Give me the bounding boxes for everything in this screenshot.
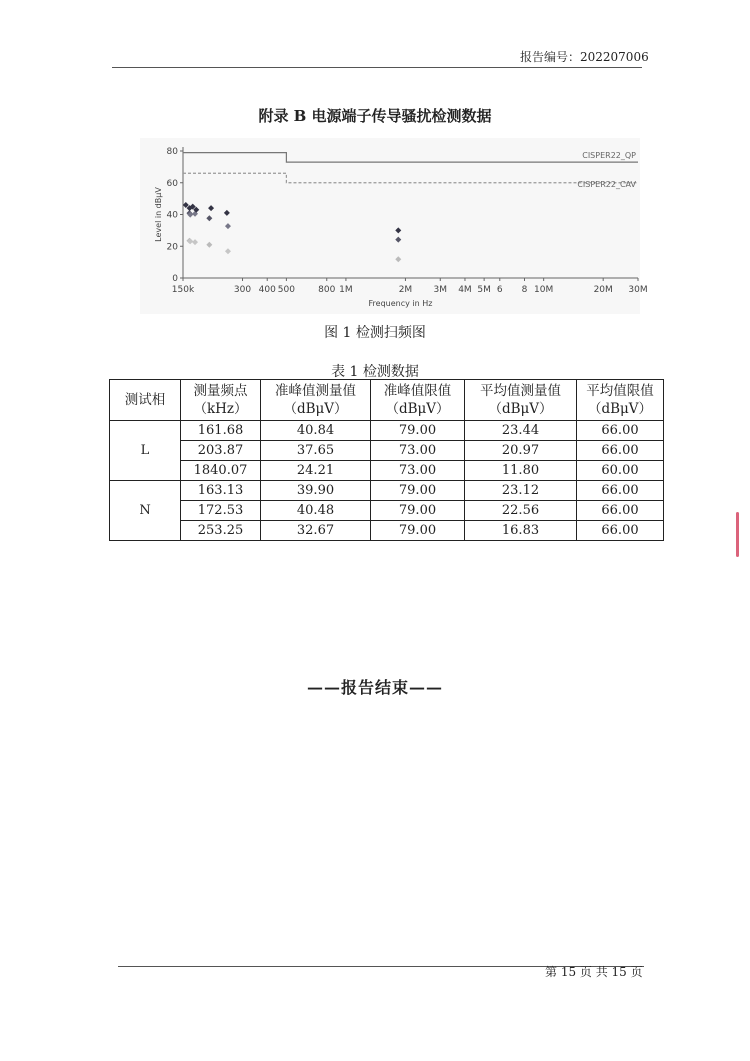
- table-cell: 161.68: [181, 421, 261, 441]
- x-tick-label: 4M: [458, 285, 472, 295]
- table-cell: 66.00: [577, 421, 664, 441]
- table-cell: 24.21: [261, 461, 371, 481]
- measurement-table: [109, 379, 664, 541]
- x-tick-label: 500: [277, 285, 295, 295]
- data-point: [192, 239, 198, 245]
- limit-line-qp: [183, 153, 638, 163]
- x-tick-label: 150k: [171, 285, 195, 295]
- limit-line-cav: [183, 173, 638, 183]
- table-cell: 37.65: [261, 441, 371, 461]
- margin-ink-mark: [736, 512, 739, 557]
- table-cell: 40.84: [261, 421, 371, 441]
- table-caption: 表 1 检测数据: [331, 364, 419, 380]
- table-cell: 79.00: [371, 421, 465, 441]
- table-cell: 40.48: [261, 501, 371, 521]
- table-cell: 172.53: [181, 501, 261, 521]
- table-cell: 39.90: [261, 481, 371, 501]
- phase-cell: L: [110, 421, 181, 481]
- scan-chart-svg: [140, 138, 648, 314]
- table-cell: 66.00: [577, 521, 664, 541]
- table-cell: 60.00: [577, 461, 664, 481]
- x-tick-label: 800: [318, 285, 336, 295]
- data-point: [395, 237, 401, 243]
- y-tick-label: 80: [166, 147, 178, 157]
- table-row: [110, 521, 664, 541]
- limit-line-label: CISPER22_QP: [582, 151, 636, 161]
- table-cell: 66.00: [577, 501, 664, 521]
- figure-caption: 图 1 检测扫频图: [324, 325, 426, 341]
- x-tick-label: 20M: [593, 285, 613, 295]
- phase-cell: N: [110, 481, 181, 541]
- table-cell: 163.13: [181, 481, 261, 501]
- table-cell: 32.67: [261, 521, 371, 541]
- table-cell: 11.80: [465, 461, 577, 481]
- limit-line-label: CISPER22_CAV: [577, 179, 636, 189]
- data-point: [206, 242, 212, 248]
- table-row: [110, 501, 664, 521]
- x-tick-label: 300: [233, 285, 252, 295]
- x-tick-label: 6: [496, 285, 503, 295]
- data-point: [208, 205, 214, 211]
- table-cell: 20.97: [465, 441, 577, 461]
- x-tick-label: 30M: [628, 285, 648, 295]
- appendix-title: 附录 B 电源端子传导骚扰检测数据: [258, 107, 492, 125]
- header-rule: [112, 67, 642, 68]
- table-cell: 253.25: [181, 521, 261, 541]
- x-axis-label: Frequency in Hz: [368, 299, 433, 308]
- report-number: 报告编号：202207006: [520, 50, 649, 64]
- table-row: [110, 441, 664, 461]
- data-point: [395, 256, 401, 262]
- y-axis-label: Level in dBµV: [154, 187, 163, 242]
- table-cell: 1840.07: [181, 461, 261, 481]
- data-point: [395, 227, 401, 233]
- table-cell: 79.00: [371, 521, 465, 541]
- table-cell: 73.00: [371, 461, 465, 481]
- data-point: [225, 248, 231, 254]
- table-cell: 79.00: [371, 481, 465, 501]
- header-qp-measured: 准峰值测量值 （dBμV）: [261, 380, 371, 421]
- x-tick-label: 2M: [398, 285, 413, 295]
- header-qp-limit: 准峰值限值 （dBμV）: [371, 380, 465, 421]
- data-point: [224, 210, 230, 216]
- table-row: [110, 421, 664, 441]
- x-tick-label: 5M: [477, 285, 491, 295]
- x-tick-label: 400: [258, 285, 276, 295]
- x-tick-label: 3M: [433, 285, 448, 295]
- data-point: [225, 223, 231, 229]
- x-tick-label: 1M: [339, 285, 353, 295]
- y-tick-label: 20: [166, 242, 178, 253]
- table-cell: 79.00: [371, 501, 465, 521]
- page-number: 第 15 页 共 15 页: [545, 965, 643, 979]
- header-phase: 测试相: [110, 380, 181, 421]
- scan-chart: [140, 138, 648, 314]
- table-row: [110, 481, 664, 501]
- table-row: [110, 461, 664, 481]
- x-tick-label: 8: [521, 285, 528, 295]
- table-cell: 23.44: [465, 421, 577, 441]
- header-av-measured: 平均值测量值 （dBμV）: [465, 380, 577, 421]
- header-frequency: 测量频点 （kHz）: [181, 380, 261, 421]
- table-cell: 73.00: [371, 441, 465, 461]
- report-end: ——报告结束——: [306, 678, 443, 697]
- y-tick-label: 60: [166, 178, 178, 189]
- y-tick-label: 40: [166, 210, 178, 221]
- header-av-limit: 平均值限值 （dBμV）: [577, 380, 664, 421]
- table-cell: 66.00: [577, 441, 664, 461]
- x-tick-label: 10M: [534, 285, 554, 295]
- table-cell: 16.83: [465, 521, 577, 541]
- table-cell: 203.87: [181, 441, 261, 461]
- table-cell: 66.00: [577, 481, 664, 501]
- table-header-row: [110, 380, 664, 421]
- data-point: [206, 215, 212, 221]
- table-cell: 22.56: [465, 501, 577, 521]
- y-tick-label: 0: [172, 274, 178, 284]
- table-cell: 23.12: [465, 481, 577, 501]
